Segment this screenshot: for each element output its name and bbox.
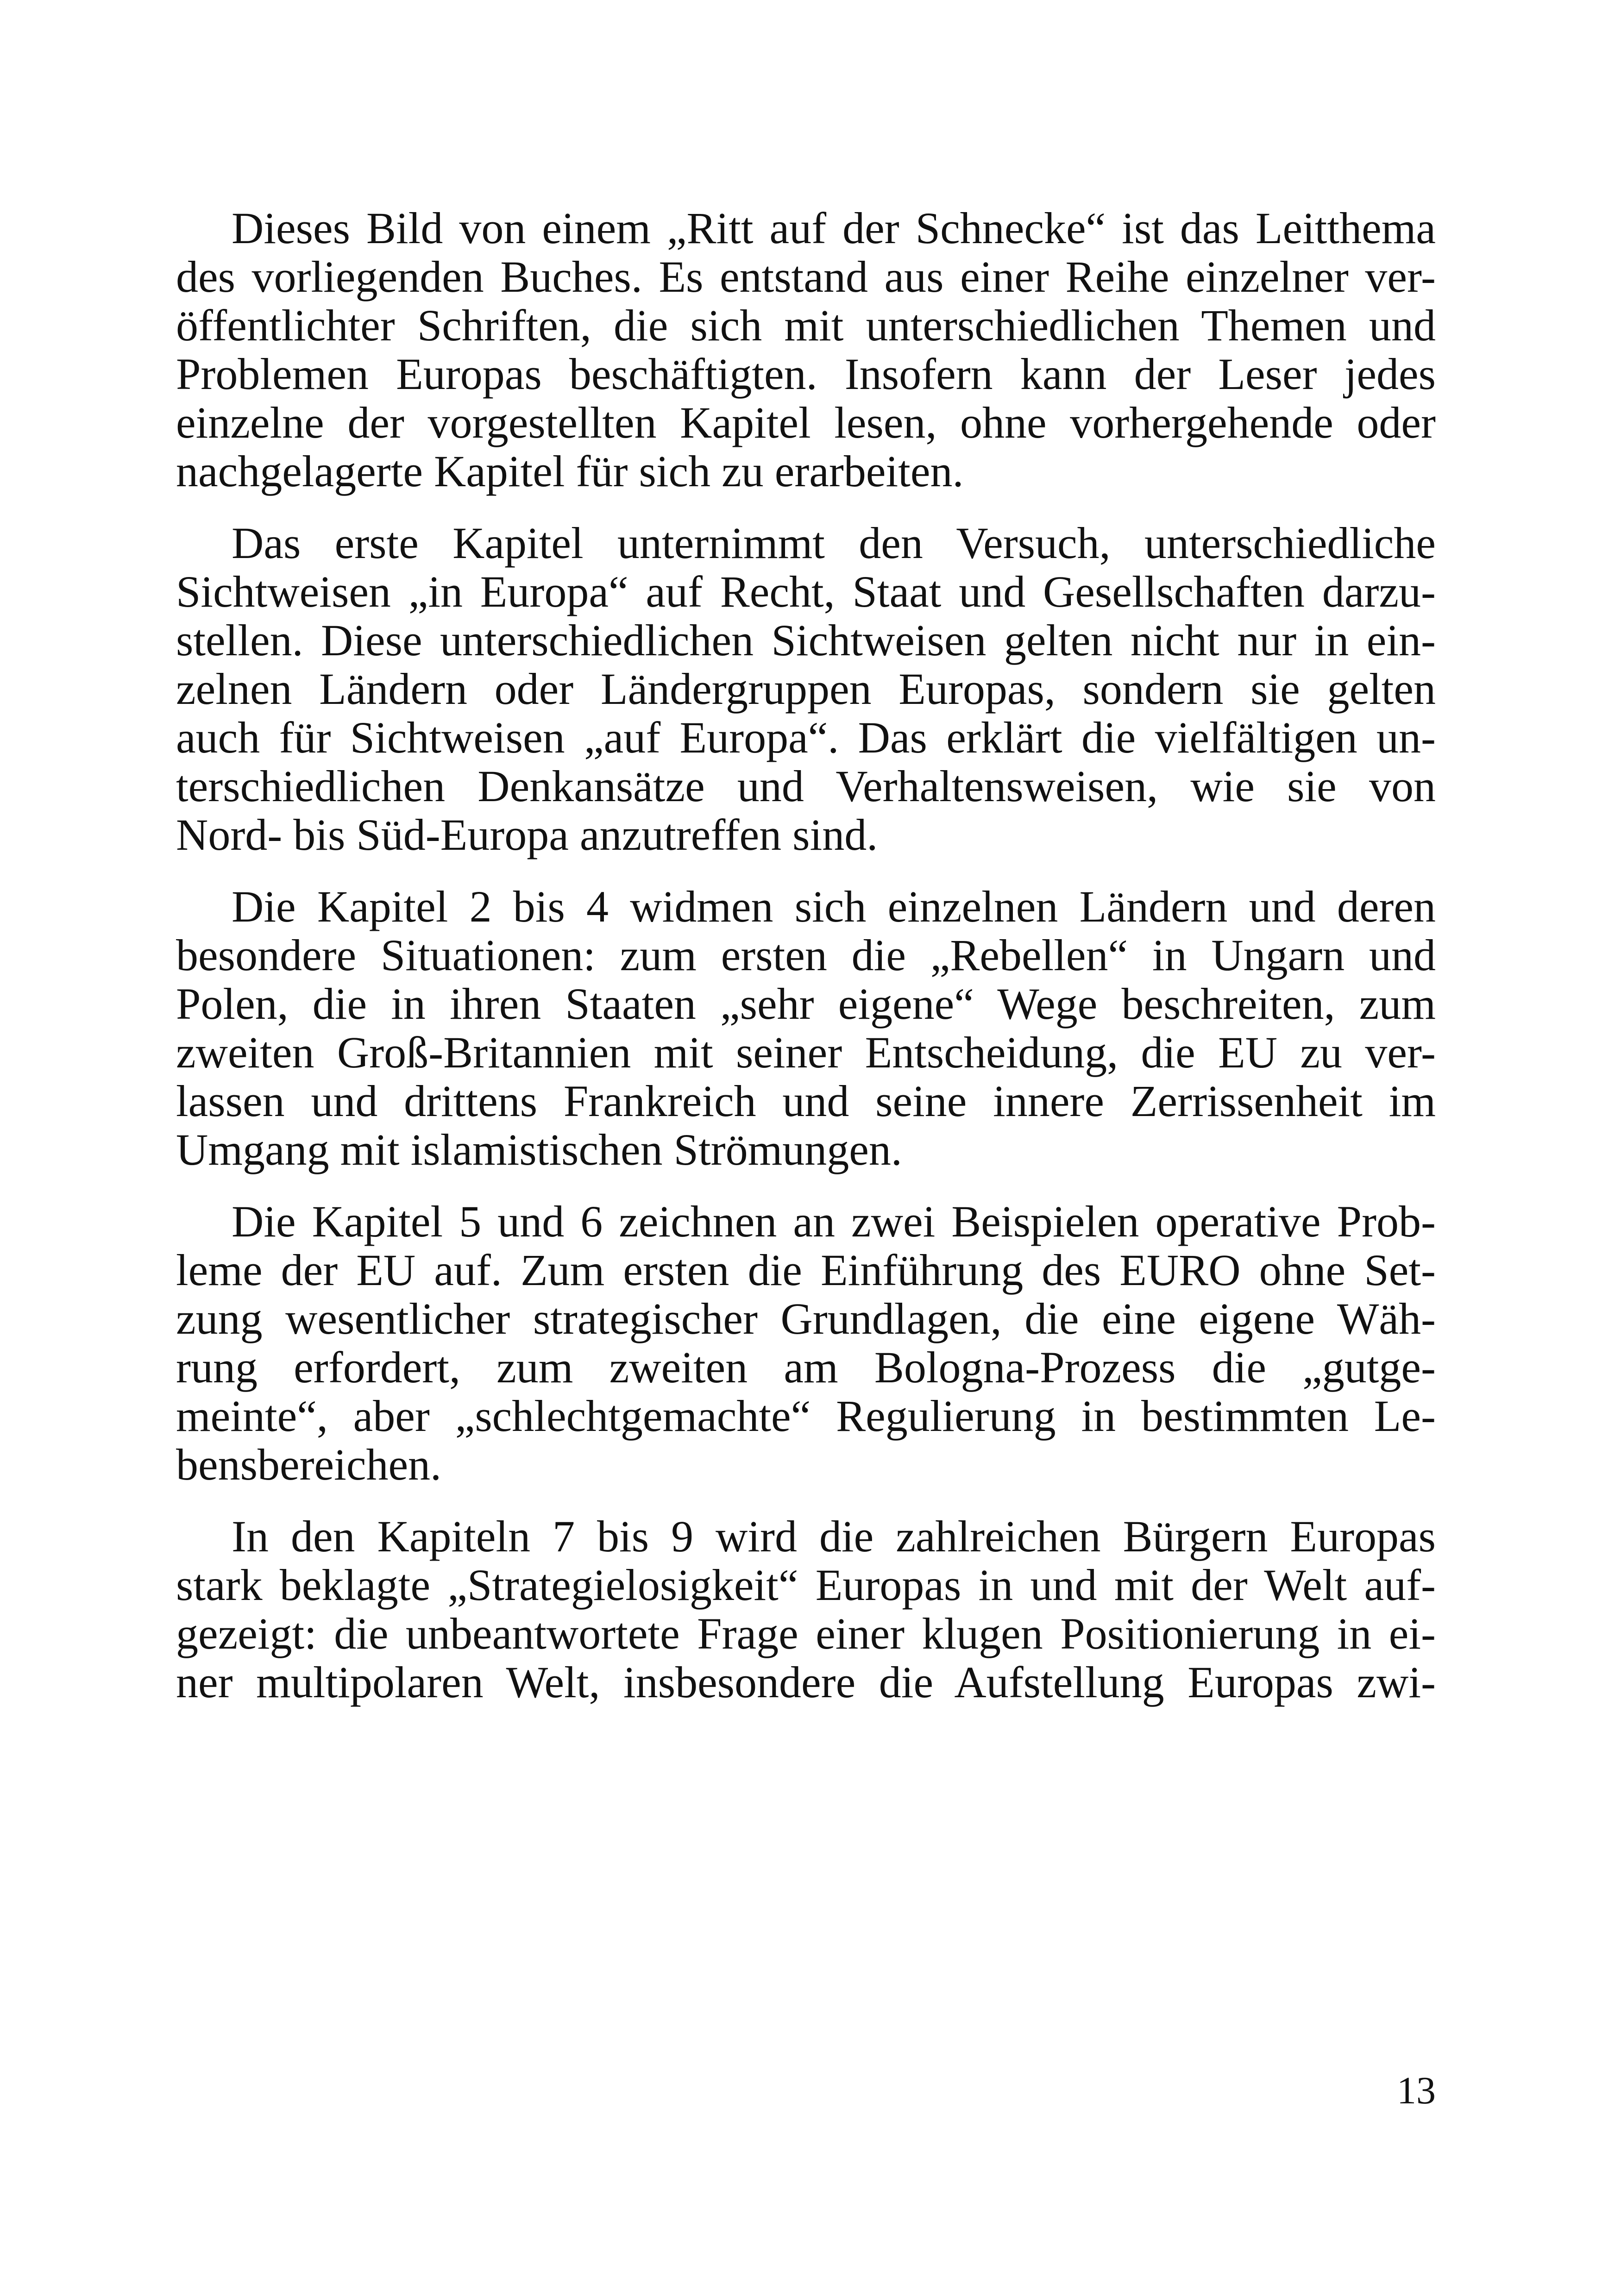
text-line: zweiten Groß-Britannien mit seiner Entscheidung, die EU zu ver- <box>176 1028 1436 1077</box>
text-line: Die Kapitel 5 und 6 zeichnen an zwei Beispielen operative Prob- <box>232 1197 1436 1246</box>
text-line: Dieses Bild von einem „Ritt auf der Schnecke“ ist das Leitthema <box>232 203 1436 253</box>
paragraph-3 <box>176 882 1436 1174</box>
text-line: In den Kapiteln 7 bis 9 wird die zahlreichen Bürgern Europas <box>232 1512 1436 1561</box>
paragraph-2 <box>176 519 1436 859</box>
page-number: 13 <box>1397 2069 1436 2112</box>
text-line: leme der EU auf. Zum ersten die Einführung des EURO ohne Set- <box>176 1245 1436 1295</box>
text-line: bensbereichen. <box>176 1440 442 1489</box>
text-line: gezeigt: die unbeantwortete Frage einer klugen Positionierung in ei- <box>176 1609 1436 1658</box>
text-line: zelnen Ländern oder Ländergruppen Europas, sondern sie gelten <box>176 664 1436 714</box>
text-line: ner multipolaren Welt, insbesondere die Aufstellung Europas zwi- <box>176 1657 1436 1707</box>
paragraph-1 <box>176 204 1436 496</box>
text-line: besondere Situationen: zum ersten die „Rebellen“ in Ungarn und <box>176 930 1436 980</box>
text-line: nachgelagerte Kapitel für sich zu erarbeiten. <box>176 446 964 496</box>
text-line: Sichtweisen „in Europa“ auf Recht, Staat und Gesellschaften darzu- <box>176 567 1436 616</box>
text-line: des vorliegenden Buches. Es entstand aus einer Reihe einzelner ver- <box>176 252 1436 301</box>
text-line: einzelne der vorgestellten Kapitel lesen, ohne vorhergehende oder <box>176 398 1436 447</box>
text-line: lassen und drittens Frankreich und seine innere Zerrissenheit im <box>176 1076 1436 1126</box>
text-line: rung erfordert, zum zweiten am Bologna-Prozess die „gutge- <box>176 1342 1436 1392</box>
paragraph-5 <box>176 1512 1436 1706</box>
text-line: stark beklagte „Strategielosigkeit“ Europas in und mit der Welt auf- <box>176 1560 1436 1610</box>
text-line: Nord- bis Süd-Europa anzutreffen sind. <box>176 810 878 859</box>
text-line: Die Kapitel 2 bis 4 widmen sich einzelnen Ländern und deren <box>232 882 1436 931</box>
text-line: Problemen Europas beschäftigten. Insofern kann der Leser jedes <box>176 349 1436 399</box>
body-text <box>176 204 1436 1730</box>
paragraph-4 <box>176 1197 1436 1489</box>
text-line: zung wesentlicher strategischer Grundlagen, die eine eigene Wäh- <box>176 1294 1436 1343</box>
text-line: auch für Sichtweisen „auf Europa“. Das erklärt die vielfältigen un- <box>176 713 1436 762</box>
text-line: Umgang mit islamistischen Strömungen. <box>176 1125 902 1174</box>
text-line: terschiedlichen Denkansätze und Verhaltensweisen, wie sie von <box>176 761 1436 811</box>
text-line: öffentlichter Schriften, die sich mit unterschiedlichen Themen und <box>176 301 1436 350</box>
text-line: Das erste Kapitel unternimmt den Versuch, unterschiedliche <box>232 518 1436 568</box>
text-line: stellen. Diese unterschiedlichen Sichtweisen gelten nicht nur in ein- <box>176 615 1436 665</box>
text-line: meinte“, aber „schlechtgemachte“ Regulierung in bestimmten Le- <box>176 1391 1436 1441</box>
text-line: Polen, die in ihren Staaten „sehr eigene“ Wege beschreiten, zum <box>176 979 1436 1029</box>
